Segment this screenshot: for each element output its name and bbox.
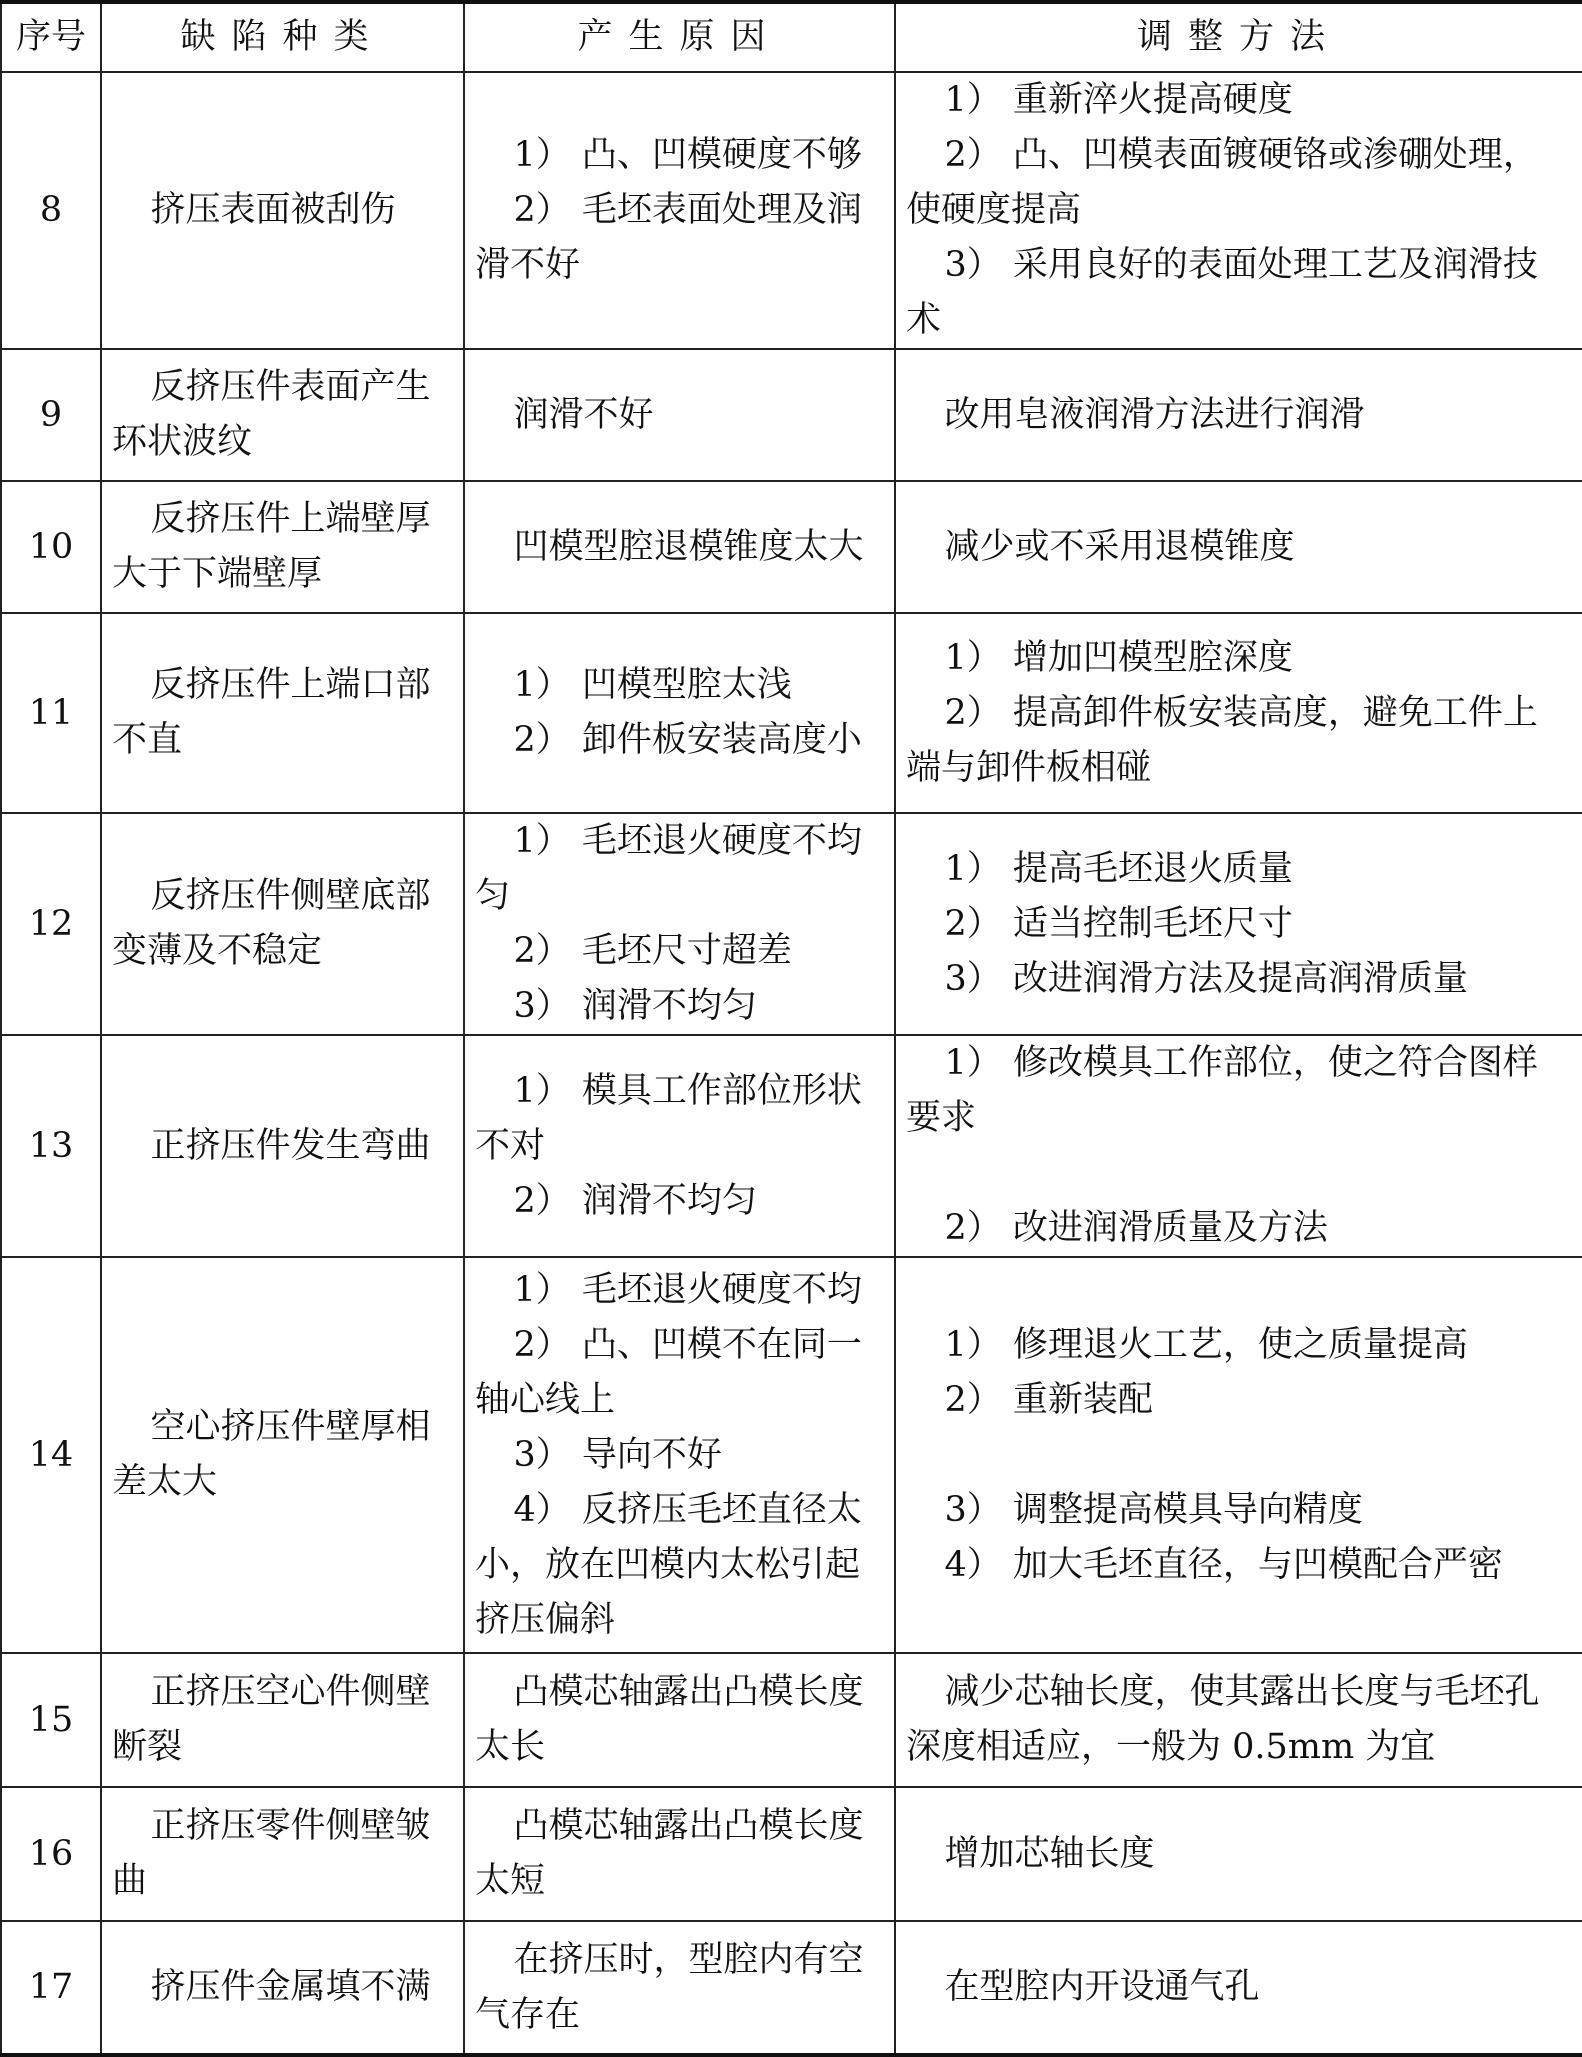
table-row	[1, 613, 1582, 813]
fix-cell	[895, 813, 1582, 1035]
cause-cell	[464, 1787, 895, 1921]
fix-line: 2） 提高卸件板安装高度，避免工件上端与卸件板相碰	[906, 692, 1538, 788]
cause-cell	[464, 349, 895, 481]
cause-cell	[464, 1257, 895, 1653]
fix-line: 3） 改进润滑方法及提高润滑质量	[944, 958, 1468, 999]
defect-type	[101, 481, 464, 613]
row-number: 10	[1, 481, 101, 613]
cause-line: 润滑不好	[513, 394, 654, 435]
fix-cell	[895, 1921, 1582, 2055]
cause-line: 1） 凸、凹模硬度不够	[513, 135, 862, 175]
table-row	[1, 349, 1582, 481]
fix-cell	[895, 1787, 1582, 1921]
cause-cell	[464, 1921, 895, 2055]
defect-type	[101, 1921, 464, 2055]
fix-line: 3） 采用良好的表面处理工艺及润滑技术	[906, 245, 1538, 340]
row-number: 15	[1, 1653, 101, 1787]
fix-line: 3） 调整提高模具导向精度	[944, 1489, 1363, 1530]
defect-type	[101, 813, 464, 1035]
row-number: 9	[1, 349, 101, 481]
table-row	[1, 1787, 1582, 1921]
row-number: 13	[1, 1035, 101, 1257]
header-row	[1, 2, 1582, 72]
row-number: 17	[1, 1921, 101, 2055]
fix-cell	[895, 1257, 1582, 1653]
header-no: 序号	[1, 2, 101, 72]
cause-line: 2） 毛坯表面处理及润滑不好	[475, 190, 862, 285]
defect-text: 反挤压件侧壁底部变薄及不稳定	[112, 876, 431, 971]
fix-line: 1） 修理退火工艺，使之质量提高	[944, 1324, 1468, 1365]
fix-cell	[895, 613, 1582, 813]
cause-cell	[464, 613, 895, 813]
fix-cell	[895, 72, 1582, 349]
cause-line: 2） 卸件板安装高度小	[513, 720, 862, 760]
cause-cell	[464, 1653, 895, 1787]
fix-line: 2） 凸、凹模表面镀硬铬或渗硼处理，使硬度提高	[906, 135, 1538, 230]
cause-line: 2） 毛坯尺寸超差	[513, 931, 792, 971]
fix-spacer	[906, 1428, 1572, 1483]
fix-cell	[895, 1035, 1582, 1257]
table-row	[1, 1653, 1582, 1787]
fix-cell	[895, 1653, 1582, 1787]
row-number: 11	[1, 613, 101, 813]
row-number: 8	[1, 72, 101, 349]
cause-line: 1） 毛坯退火硬度不均匀	[475, 821, 862, 916]
fix-line: 改用皂液润滑方法进行润滑	[944, 394, 1365, 435]
defect-type	[101, 1653, 464, 1787]
fix-line: 减少或不采用退模锥度	[944, 526, 1295, 567]
cause-line: 4） 反挤压毛坯直径太小，放在凹模内太松引起挤压偏斜	[475, 1489, 862, 1640]
defect-type	[101, 72, 464, 349]
fix-line: 4） 加大毛坯直径，与凹模配合严密	[944, 1544, 1503, 1585]
cause-line: 2） 润滑不均匀	[513, 1180, 757, 1221]
header-cause: 产生原因	[464, 2, 895, 72]
fix-line: 2） 改进润滑质量及方法	[944, 1208, 1328, 1248]
header-defect: 缺陷种类	[101, 2, 464, 72]
table-row	[1, 72, 1582, 349]
defect-type	[101, 1787, 464, 1921]
cause-line: 凸模芯轴露出凸模长度太长	[475, 1672, 864, 1767]
defect-text: 正挤压零件侧壁皱曲	[112, 1806, 431, 1901]
table-row	[1, 1035, 1582, 1257]
defect-text: 挤压件金属填不满	[150, 1967, 431, 2007]
cause-line: 凹模型腔退模锥度太大	[513, 526, 864, 567]
defect-text: 反挤压件上端壁厚大于下端壁厚	[112, 499, 431, 594]
defect-text: 反挤压件表面产生环状波纹	[112, 367, 431, 462]
table-row	[1, 813, 1582, 1035]
cause-cell	[464, 813, 895, 1035]
row-number: 14	[1, 1257, 101, 1653]
table-row	[1, 1257, 1582, 1653]
defect-type	[101, 349, 464, 481]
fix-line: 1） 修改模具工作部位，使之符合图样要求	[906, 1043, 1538, 1138]
row-number: 16	[1, 1787, 101, 1921]
defect-type	[101, 1257, 464, 1653]
fix-line: 1） 增加凹模型腔深度	[944, 637, 1293, 678]
cause-line: 3） 润滑不均匀	[513, 986, 757, 1026]
fix-spacer	[906, 1146, 1572, 1201]
defect-text: 反挤压件上端口部不直	[112, 665, 431, 760]
fix-line: 1） 重新淬火提高硬度	[944, 80, 1293, 120]
cause-cell	[464, 481, 895, 613]
fix-cell	[895, 349, 1582, 481]
defect-type	[101, 1035, 464, 1257]
fix-line: 2） 重新装配	[944, 1379, 1153, 1420]
fix-line: 在型腔内开设通气孔	[944, 1967, 1260, 2007]
defect-type	[101, 613, 464, 813]
fix-line: 增加芯轴长度	[944, 1833, 1155, 1874]
fix-cell	[895, 481, 1582, 613]
cause-line: 凸模芯轴露出凸模长度太短	[475, 1806, 864, 1901]
row-number: 12	[1, 813, 101, 1035]
defect-text: 正挤压件发生弯曲	[150, 1125, 431, 1166]
cause-cell	[464, 1035, 895, 1257]
defect-text: 空心挤压件壁厚相差太大	[112, 1407, 431, 1502]
fix-line: 2） 适当控制毛坯尺寸	[944, 903, 1293, 944]
table-row	[1, 1921, 1582, 2055]
cause-line: 在挤压时，型腔内有空气存在	[475, 1939, 864, 2035]
defect-text: 正挤压空心件侧壁断裂	[112, 1672, 431, 1767]
table-row	[1, 481, 1582, 613]
header-fix: 调整方法	[895, 2, 1582, 72]
fix-line: 减少芯轴长度，使其露出长度与毛坯孔深度相适应，一般为 0.5mm 为宜	[906, 1672, 1540, 1767]
defect-text: 挤压表面被刮伤	[150, 190, 396, 230]
fix-line: 1） 提高毛坯退火质量	[944, 848, 1293, 889]
cause-cell	[464, 72, 895, 349]
cause-line: 2） 凸、凹模不在同一轴心线上	[475, 1324, 862, 1420]
cause-line: 3） 导向不好	[513, 1434, 722, 1475]
cause-line: 1） 凹模型腔太浅	[513, 665, 792, 705]
cause-line: 1） 模具工作部位形状不对	[475, 1070, 862, 1166]
cause-line: 1） 毛坯退火硬度不均	[513, 1269, 862, 1310]
